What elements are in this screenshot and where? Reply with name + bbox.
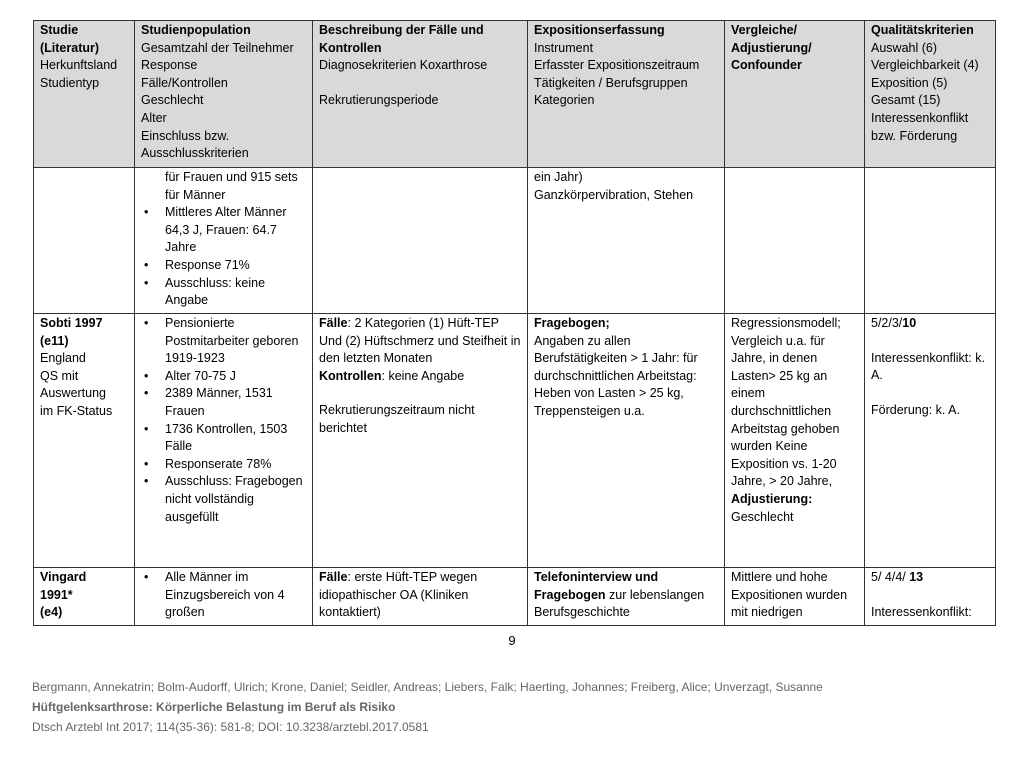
cell-population [135, 568, 313, 626]
cell-cases [313, 168, 528, 314]
cell-study [34, 168, 135, 314]
table-header-row [34, 21, 996, 168]
header-exposure: Expositionserfassung Instrument Erfasster Expositionszeitraum Tätigkeiten / Berufsgruppen Kategorien [528, 21, 725, 168]
list-item: • Alle Männer im Einzugsbereich von 4 großen [141, 569, 307, 622]
table-row [34, 568, 996, 626]
citation-footer [32, 677, 823, 737]
list-item: • Ausschluss: Fragebogen nicht vollständig ausgefüllt [141, 473, 307, 526]
list-item: • Mittleres Alter Männer 64,3 J, Frauen: 64.7 Jahre [141, 204, 307, 257]
cell-population [135, 314, 313, 568]
table-row [34, 314, 996, 568]
quality-score: 5/ 4/4/ 13 [871, 570, 924, 584]
quality-score: 5/2/3/10 [871, 316, 917, 330]
list-item: • Ausschluss: keine Angabe [141, 275, 307, 310]
cell-population: für Frauen und 915 sets für Männer • Mittleres Alter Männer 64,3 J, Frauen: 64.7 Jahre • Response 71% • Ausschluss: keine Angabe [135, 168, 313, 314]
cell-cases: Fälle: erste Hüft-TEP wegen idiopathischer OA (Kliniken kontaktiert) [313, 568, 528, 626]
cell-quality: 5/2/3/10 Interessenkonflikt: k. A. Förderung: k. A. [865, 314, 996, 568]
cell-quality: 5/ 4/4/ 13 Interessenkonflikt: [865, 568, 996, 626]
cell-exposure: Telefoninterview und Fragebogen zur lebenslangen Berufsgeschichte [528, 568, 725, 626]
list-item: • Alter 70-75 J [141, 368, 307, 386]
cell-comparison [725, 168, 865, 314]
header-cases: Beschreibung der Fälle und Kontrollen Diagnosekriterien Koxarthrose Rekrutierungsperiode [313, 21, 528, 168]
footer-citation: Dtsch Arztebl Int 2017; 114(35-36): 581-8; DOI: 10.3238/arztebl.2017.0581 [32, 720, 429, 734]
cell-quality [865, 168, 996, 314]
table-row [34, 168, 996, 314]
cell-study: Vingard 1991* (e4) [34, 568, 135, 626]
cell-study: Sobti 1997 (e11) England QS mit Auswertung im FK-Status [34, 314, 135, 568]
cell-cases: Fälle: 2 Kategorien (1) Hüft-TEP Und (2) Hüftschmerz und Steifheit in den letzten Monaten Kontrollen: keine Angabe Rekrutierungszeitraum nicht berichtet [313, 314, 528, 568]
list-item: • 2389 Männer, 1531 Frauen [141, 385, 307, 420]
cell-comparison: Mittlere und hohe Expositionen wurden mit niedrigen [725, 568, 865, 626]
list-item: • Pensionierte Postmitarbeiter geboren 1919-1923 [141, 315, 307, 368]
list-item: • Responserate 78% [141, 456, 307, 474]
header-study: Studie (Literatur) Herkunftsland Studientyp [34, 21, 135, 168]
cell-exposure: Fragebogen; Angaben zu allen Berufstätigkeiten > 1 Jahr: für durchschnittlichen Arbeitstag: Heben von Lasten > 25 kg, Treppensteigen u.a. [528, 314, 725, 568]
cell-exposure: ein Jahr) Ganzkörpervibration, Stehen [528, 168, 725, 314]
header-population: Studienpopulation Gesamtzahl der Teilnehmer Response Fälle/Kontrollen Geschlecht Alter Einschluss bzw. Ausschlusskriterien [135, 21, 313, 168]
cell-comparison: Regressionsmodell; Vergleich u.a. für Jahre, in denen Lasten> 25 kg an einem durchschnittlichen Arbeitstag gehoben wurden Keine Exposition vs. 1-20 Jahre, > 20 Jahre, Adjustierung: Geschlecht [725, 314, 865, 568]
header-quality: Qualitätskriterien Auswahl (6) Vergleichbarkeit (4) Exposition (5) Gesamt (15) Interessenkonflikt bzw. Förderung [865, 21, 996, 168]
footer-title: Hüftgelenksarthrose: Körperliche Belastung im Beruf als Risiko [32, 700, 396, 714]
list-item: • 1736 Kontrollen, 1503 Fälle [141, 421, 307, 456]
evidence-table [33, 20, 996, 626]
footer-authors: Bergmann, Annekatrin; Bolm-Audorff, Ulrich; Krone, Daniel; Seidler, Andreas; Liebers, Falk; Haerting, Johannes; Freiberg, Alice; Unverzagt, Susanne [32, 680, 823, 694]
header-comparison: Vergleiche/ Adjustierung/ Confounder [725, 21, 865, 168]
page-number: 9 [508, 633, 516, 648]
list-item: • Response 71% [141, 257, 307, 275]
